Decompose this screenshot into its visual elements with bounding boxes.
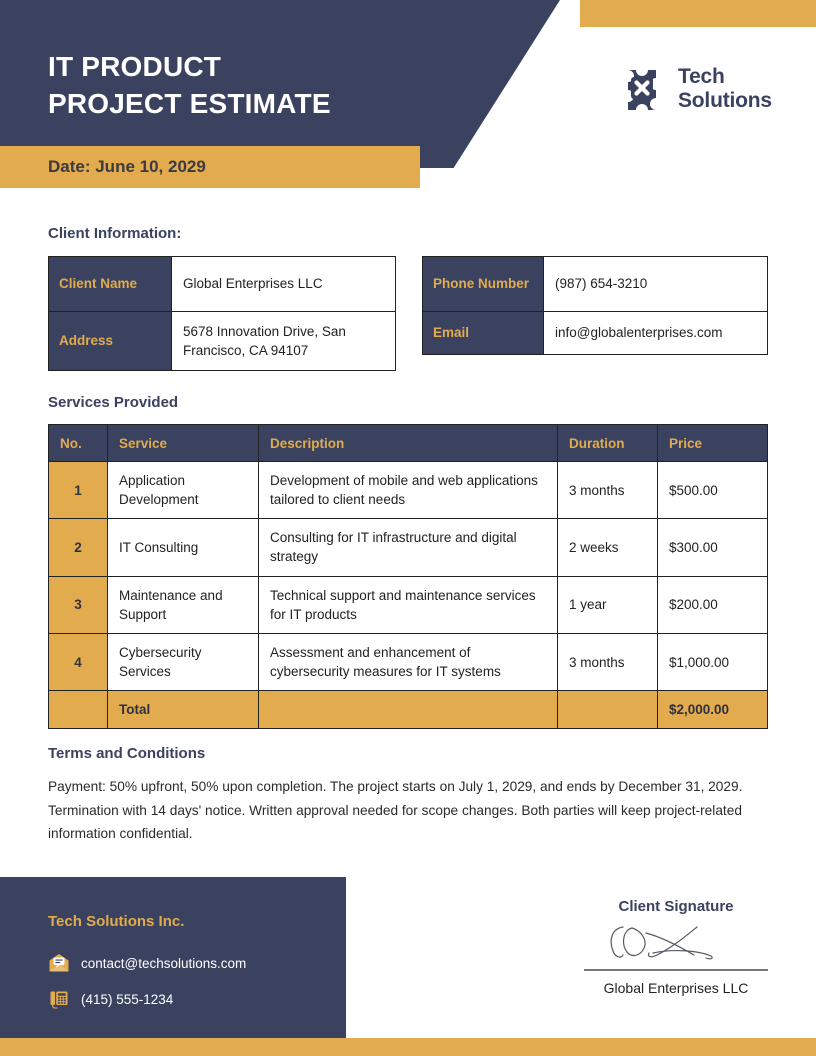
signature-mark-icon bbox=[601, 919, 751, 967]
signature-signer-name: Global Enterprises LLC bbox=[603, 980, 749, 996]
row-duration: 3 months bbox=[558, 633, 658, 690]
brand-logo-word-2: Solutions bbox=[678, 89, 772, 112]
page-title-line-1: IT PRODUCT bbox=[48, 51, 222, 82]
tech-solutions-logo-icon bbox=[618, 64, 666, 114]
row-duration: 1 year bbox=[558, 576, 658, 633]
client-details-table-right bbox=[422, 256, 768, 355]
client-name-value: Global Enterprises LLC bbox=[172, 257, 396, 312]
total-price: $2,000.00 bbox=[658, 691, 768, 729]
client-address-value: 5678 Innovation Drive, San Francisco, CA 94107 bbox=[172, 312, 396, 371]
terms-and-conditions-body: Payment: 50% upfront, 50% upon completion. The project starts on July 1, 2029, and ends by December 31, 2029. Termination with 14 days' notice. Written approval needed for scope changes. Both parties will keep project-related information confidential. bbox=[48, 779, 743, 842]
table-total-row bbox=[49, 691, 768, 729]
table-row bbox=[49, 576, 768, 633]
footer-contact-email[interactable] bbox=[48, 952, 246, 974]
column-header-no: No. bbox=[49, 425, 108, 462]
date-label: Date: June 10, 2029 bbox=[48, 157, 206, 176]
signature-title: Client Signature bbox=[618, 898, 734, 915]
footer-contact-phone[interactable] bbox=[48, 988, 173, 1010]
footer-company-name: Tech Solutions Inc. bbox=[48, 913, 185, 930]
total-label: Total bbox=[108, 691, 259, 729]
bottom-gold-accent-bar bbox=[0, 1038, 816, 1056]
client-email-label: Email bbox=[423, 312, 544, 355]
table-header-row bbox=[49, 425, 768, 462]
row-service: Application Development bbox=[108, 462, 259, 519]
brand-logo-wordmark bbox=[678, 65, 772, 112]
services-provided-heading: Services Provided bbox=[48, 394, 179, 411]
table-row bbox=[423, 257, 768, 312]
client-details-table-left bbox=[48, 256, 396, 371]
row-description: Consulting for IT infrastructure and digital strategy bbox=[259, 519, 558, 576]
client-phone-label: Phone Number bbox=[423, 257, 544, 312]
table-row bbox=[49, 462, 768, 519]
brand-logo bbox=[618, 64, 772, 114]
column-header-description: Description bbox=[259, 425, 558, 462]
document-header bbox=[0, 0, 816, 200]
row-duration: 3 months bbox=[558, 462, 658, 519]
total-duration bbox=[558, 691, 658, 729]
signature-line bbox=[584, 969, 768, 971]
telephone-icon bbox=[48, 988, 70, 1010]
table-row bbox=[423, 312, 768, 355]
row-service: Maintenance and Support bbox=[108, 576, 259, 633]
table-row bbox=[49, 633, 768, 690]
column-header-duration: Duration bbox=[558, 425, 658, 462]
footer-phone-text: (415) 555-1234 bbox=[81, 991, 174, 1007]
row-duration: 2 weeks bbox=[558, 519, 658, 576]
page-title bbox=[48, 48, 488, 122]
client-phone-value: (987) 654-3210 bbox=[544, 257, 768, 312]
footer-email-text: contact@techsolutions.com bbox=[81, 955, 247, 971]
brand-logo-word-1: Tech bbox=[678, 65, 725, 89]
row-price: $200.00 bbox=[658, 576, 768, 633]
signature-block bbox=[584, 898, 768, 996]
page-title-line-2: PROJECT ESTIMATE bbox=[48, 88, 331, 120]
row-price: $300.00 bbox=[658, 519, 768, 576]
row-price: $500.00 bbox=[658, 462, 768, 519]
client-information-heading: Client Information: bbox=[48, 225, 182, 242]
client-email-value: info@globalenterprises.com bbox=[544, 312, 768, 355]
client-address-label: Address bbox=[49, 312, 172, 371]
services-table bbox=[48, 424, 768, 729]
row-number: 1 bbox=[49, 462, 108, 519]
envelope-icon bbox=[48, 952, 70, 974]
table-row bbox=[49, 312, 396, 371]
top-gold-accent-bar bbox=[580, 0, 816, 27]
terms-and-conditions-heading: Terms and Conditions bbox=[48, 745, 206, 762]
row-service: IT Consulting bbox=[108, 519, 259, 576]
row-description: Technical support and maintenance services for IT products bbox=[259, 576, 558, 633]
row-service: Cybersecurity Services bbox=[108, 633, 259, 690]
row-description: Assessment and enhancement of cybersecurity measures for IT systems bbox=[259, 633, 558, 690]
total-spacer-no bbox=[49, 691, 108, 729]
row-number: 3 bbox=[49, 576, 108, 633]
total-description bbox=[259, 691, 558, 729]
table-row bbox=[49, 257, 396, 312]
column-header-service: Service bbox=[108, 425, 259, 462]
client-name-label: Client Name bbox=[49, 257, 172, 312]
row-description: Development of mobile and web applications tailored to client needs bbox=[259, 462, 558, 519]
row-number: 2 bbox=[49, 519, 108, 576]
row-price: $1,000.00 bbox=[658, 633, 768, 690]
row-number: 4 bbox=[49, 633, 108, 690]
table-row bbox=[49, 519, 768, 576]
column-header-price: Price bbox=[658, 425, 768, 462]
